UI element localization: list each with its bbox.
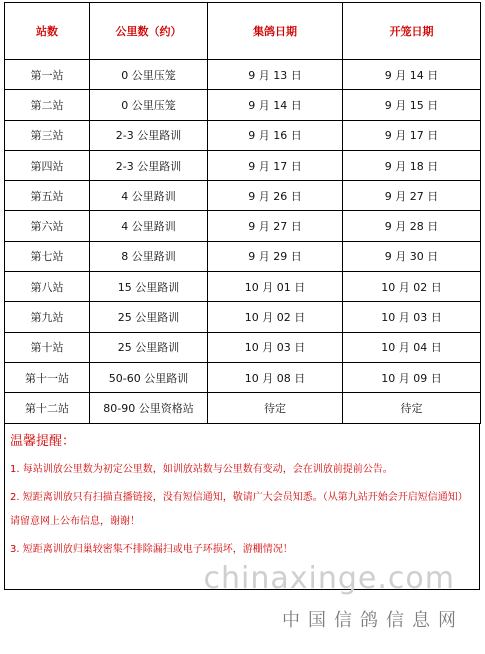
station-cell: 第七站: [5, 241, 90, 271]
table-row: [5, 90, 481, 120]
note-item-3: 3. 短距离训放归巢较密集不排除漏扫或电子环损坏，游棚情况！: [10, 543, 293, 555]
distance-cell: 25 公里路训: [90, 302, 208, 332]
header-collect-date: 集鸽日期: [208, 3, 343, 60]
distance-cell: 80-90 公里资格站: [90, 393, 208, 423]
collect-date-cell: 9 月 27 日: [208, 211, 343, 241]
distance-cell: 4 公里路训: [90, 211, 208, 241]
station-cell: 第八站: [5, 272, 90, 302]
station-cell: 第五站: [5, 181, 90, 211]
release-date-cell: 9 月 14 日: [343, 60, 481, 90]
station-cell: 第十二站: [5, 393, 90, 423]
table-row: [5, 272, 481, 302]
collect-date-cell: 9 月 14 日: [208, 90, 343, 120]
station-cell: 第九站: [5, 302, 90, 332]
watermark: chinaxinge.com: [203, 561, 455, 596]
distance-cell: 2-3 公里路训: [90, 120, 208, 150]
header-release-date: 开笼日期: [343, 3, 481, 60]
distance-cell: 0 公里压笼: [90, 90, 208, 120]
station-cell: 第六站: [5, 211, 90, 241]
table-row: [5, 181, 481, 211]
release-date-cell: 9 月 17 日: [343, 120, 481, 150]
station-cell: 第十站: [5, 332, 90, 362]
release-date-cell: 10 月 04 日: [343, 332, 481, 362]
table-header-row: [5, 3, 481, 60]
distance-cell: 50-60 公里路训: [90, 362, 208, 392]
release-date-cell: 9 月 27 日: [343, 181, 481, 211]
table-row: [5, 393, 481, 423]
collect-date-cell: 待定: [208, 393, 343, 423]
collect-date-cell: 10 月 03 日: [208, 332, 343, 362]
station-cell: 第十一站: [5, 362, 90, 392]
note-item-1: 1. 每站训放公里数为初定公里数，如训放站数与公里数有变动，会在训放前提前公告。: [10, 463, 393, 475]
notes-title: 温馨提醒：: [10, 433, 76, 449]
note-item-2: 2. 短距离训放只有扫描直播链接，没有短信通知，敬请广大会员知悉。（从第九站开始会开启短信通知）请留意网上公布信息，谢谢！: [10, 491, 468, 527]
station-cell: 第三站: [5, 120, 90, 150]
header-distance: 公里数（约）: [90, 3, 208, 60]
distance-cell: 4 公里路训: [90, 181, 208, 211]
table-row: [5, 211, 481, 241]
collect-date-cell: 9 月 26 日: [208, 181, 343, 211]
table-row: [5, 362, 481, 392]
release-date-cell: 10 月 03 日: [343, 302, 481, 332]
collect-date-cell: 9 月 17 日: [208, 150, 343, 180]
schedule-sheet: [4, 2, 480, 590]
distance-cell: 25 公里路训: [90, 332, 208, 362]
table-row: [5, 241, 481, 271]
release-date-cell: 9 月 28 日: [343, 211, 481, 241]
table-row: [5, 150, 481, 180]
station-cell: 第一站: [5, 60, 90, 90]
table-row: [5, 120, 481, 150]
release-date-cell: 9 月 30 日: [343, 241, 481, 271]
station-cell: 第二站: [5, 90, 90, 120]
table-row: [5, 60, 481, 90]
station-cell: 第四站: [5, 150, 90, 180]
collect-date-cell: 10 月 01 日: [208, 272, 343, 302]
collect-date-cell: 9 月 29 日: [208, 241, 343, 271]
release-date-cell: 9 月 18 日: [343, 150, 481, 180]
table-row: [5, 302, 481, 332]
distance-cell: 2-3 公里路训: [90, 150, 208, 180]
distance-cell: 8 公里路训: [90, 241, 208, 271]
collect-date-cell: 9 月 13 日: [208, 60, 343, 90]
release-date-cell: 10 月 02 日: [343, 272, 481, 302]
table-row: [5, 332, 481, 362]
collect-date-cell: 10 月 02 日: [208, 302, 343, 332]
release-date-cell: 10 月 09 日: [343, 362, 481, 392]
collect-date-cell: 10 月 08 日: [208, 362, 343, 392]
header-station: 站数: [5, 3, 90, 60]
release-date-cell: 待定: [343, 393, 481, 423]
collect-date-cell: 9 月 16 日: [208, 120, 343, 150]
release-date-cell: 9 月 15 日: [343, 90, 481, 120]
distance-cell: 15 公里路训: [90, 272, 208, 302]
distance-cell: 0 公里压笼: [90, 60, 208, 90]
training-schedule-table: [4, 2, 481, 424]
site-footer: 中国信鸽信息网: [282, 610, 464, 631]
